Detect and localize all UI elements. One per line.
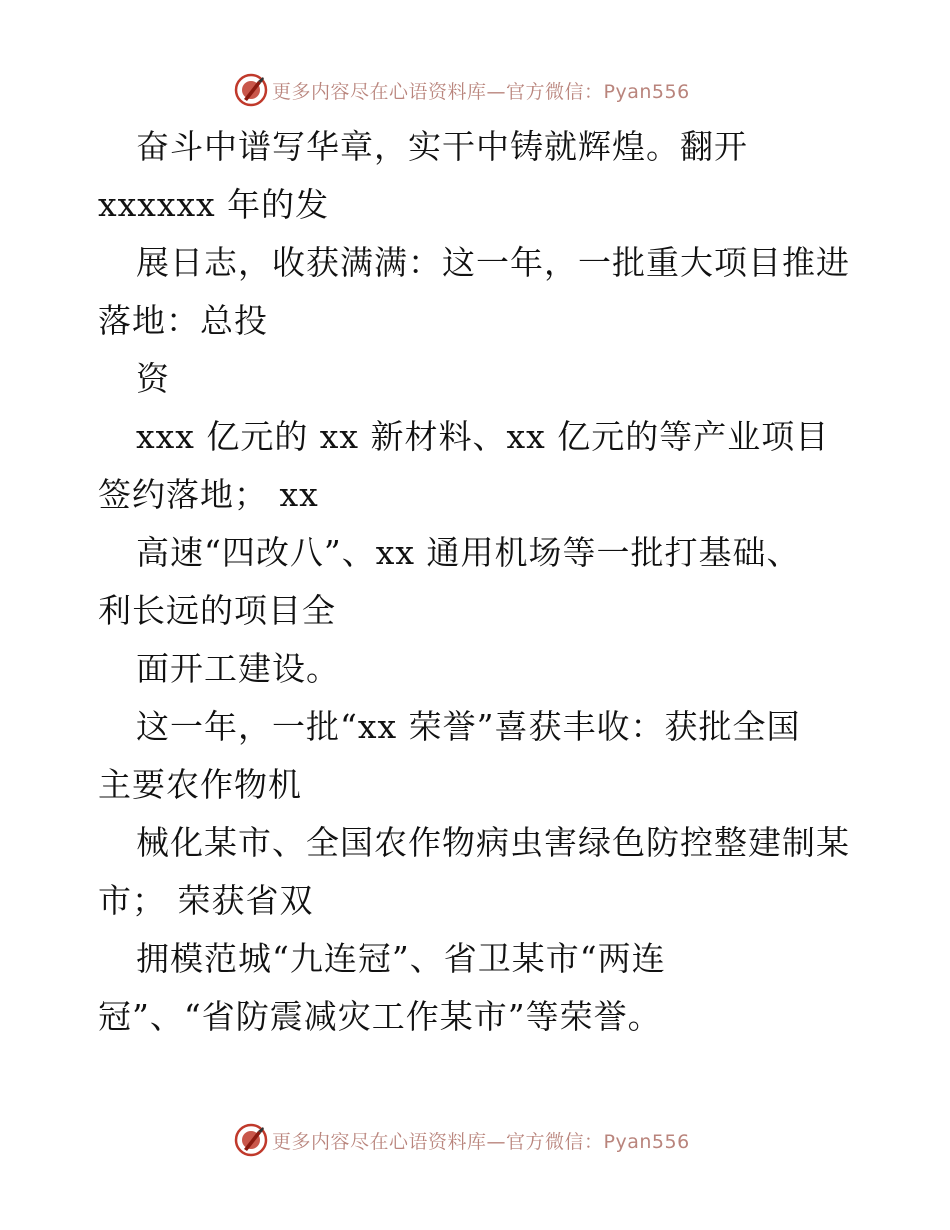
watermark-text: 更多内容尽在心语资料库—官方微信：Pyan556 (272, 1130, 690, 1153)
paragraph-line: 械化某市、全国农作物病虫害绿色防控整建制某 (136, 823, 850, 862)
paragraph-line: 主要农作物机 (98, 765, 302, 804)
pen-logo-icon (234, 1123, 268, 1157)
paragraph-line: 签约落地； xx (98, 475, 319, 514)
paragraph-line: 利长远的项目全 (98, 591, 336, 630)
paragraph-line: 这一年，一批“xx 荣誉”喜获丰收：获批全国 (136, 707, 801, 746)
paragraph-line: 展日志，收获满满：这一年，一批重大项目推进 (136, 243, 850, 282)
paragraph-line: 高速“四改八”、xx 通用机场等一批打基础、 (136, 533, 801, 572)
paragraph-line: 冠”、“省防震减灾工作某市”等荣誉。 (98, 997, 662, 1036)
paragraph-line: 落地：总投 (98, 301, 268, 340)
paragraph-line: 资 (136, 359, 170, 398)
footer-watermark (234, 1122, 690, 1158)
paragraph-line: xxxxxx 年的发 (98, 185, 330, 224)
paragraph-line: xxx 亿元的 xx 新材料、xx 亿元的等产业项目 (136, 417, 830, 456)
pen-logo-icon (234, 73, 268, 107)
paragraph-line: 市； 荣获省双 (98, 881, 314, 920)
paragraph-line: 拥模范城“九连冠”、省卫某市“两连 (136, 939, 666, 978)
paragraph-line: 面开工建设。 (136, 649, 340, 688)
header-watermark (234, 72, 690, 108)
watermark-text: 更多内容尽在心语资料库—官方微信：Pyan556 (272, 80, 690, 103)
paragraph-line: 奋斗中谱写华章，实干中铸就辉煌。翻开 (136, 127, 748, 166)
